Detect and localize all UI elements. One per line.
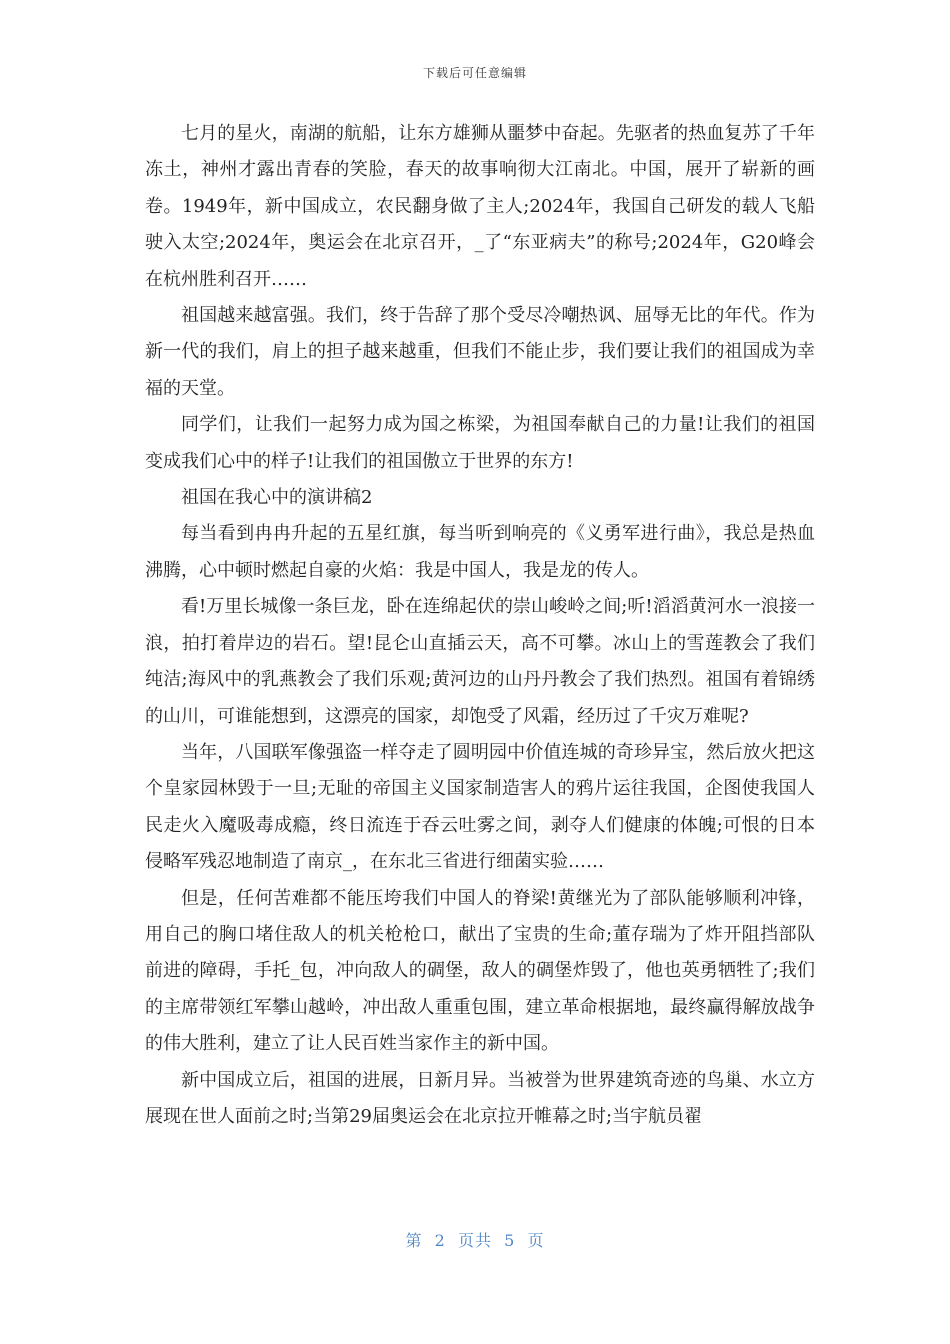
page-number: 第 2 页共 5 页 xyxy=(405,1231,545,1250)
section-title: 祖国在我心中的演讲稿2 xyxy=(181,487,373,509)
paragraph: 同学们，让我们一起努力成为国之栋梁，为祖国奉献自己的力量!让我们的祖国变成我们心中的样子!让我们的祖国傲立于世界的东方! xyxy=(145,414,815,472)
paragraph: 祖国越来越富强。我们，终于告辞了那个受尽冷嘲热讽、屈辱无比的年代。作为新一代的我们，肩上的担子越来越重，但我们不能止步，我们要让我们的祖国成为幸福的天堂。 xyxy=(145,305,815,399)
paragraph: 新中国成立后，祖国的进展，日新月异。当被誉为世界建筑奇迹的鸟巢、水立方展现在世人面前之时;当第29届奥运会在北京拉开帷幕之时;当宇航员翟 xyxy=(145,1069,815,1127)
paragraph: 看!万里长城像一条巨龙，卧在连绵起伏的崇山峻岭之间;听!滔滔黄河水一浪接一浪，拍打着岸边的岩石。望!昆仑山直插云天，高不可攀。冰山上的雪莲教会了我们纯洁;海风中的乳燕教会了我们乐观;黄河边的山丹丹教会了我们热烈。祖国有着锦绣的山川，可谁能想到，这漂亮的国家，却饱受了风霜，经历过了千灾万难呢? xyxy=(145,596,815,727)
paragraph: 但是，任何苦难都不能压垮我们中国人的脊梁!黄继光为了部队能够顺利冲锋，用自己的胸口堵住敌人的机关枪枪口，献出了宝贵的生命;董存瑞为了炸开阻挡部队前进的障碍，手托_包，冲向敌人的碉堡，敌人的碉堡炸毁了，他也英勇牺牲了;我们的主席带领红军攀山越岭，冲出敌人重重包围，建立革命根据地，最终赢得解放战争的伟大胜利，建立了让人民百姓当家作主的新中国。 xyxy=(145,887,815,1055)
paragraph: 当年，八国联军像强盗一样夺走了圆明园中价值连城的奇珍异宝，然后放火把这个皇家园林毁于一旦;无耻的帝国主义国家制造害人的鸦片运往我国，企图使我国人民走火入魔吸毒成瘾，终日流连于吞云吐雾之间，剥夺人们健康的体魄;可恨的日本侵略军残忍地制造了南京_，在东北三省进行细菌实验…… xyxy=(145,741,815,873)
document-body xyxy=(145,116,815,1135)
paragraph: 七月的星火，南湖的航船，让东方雄狮从噩梦中奋起。先驱者的热血复苏了千年冻土，神州才露出青春的笑脸，春天的故事响彻大江南北。中国，展开了崭新的画卷。1949年，新中国成立，农民翻身做了主人;2024年，我国自己研发的载人飞船驶入太空;2024年，奥运会在北京召开，_了“东亚病夫”的称号;2024年，G20峰会在杭州胜利召开…… xyxy=(145,123,815,290)
paragraph: 每当看到冉冉升起的五星红旗，每当听到响亮的《义勇军进行曲》，我总是热血沸腾，心中顿时燃起自豪的火焰：我是中国人，我是龙的传人。 xyxy=(145,523,815,581)
header-note: 下载后可任意编辑 xyxy=(422,66,527,80)
